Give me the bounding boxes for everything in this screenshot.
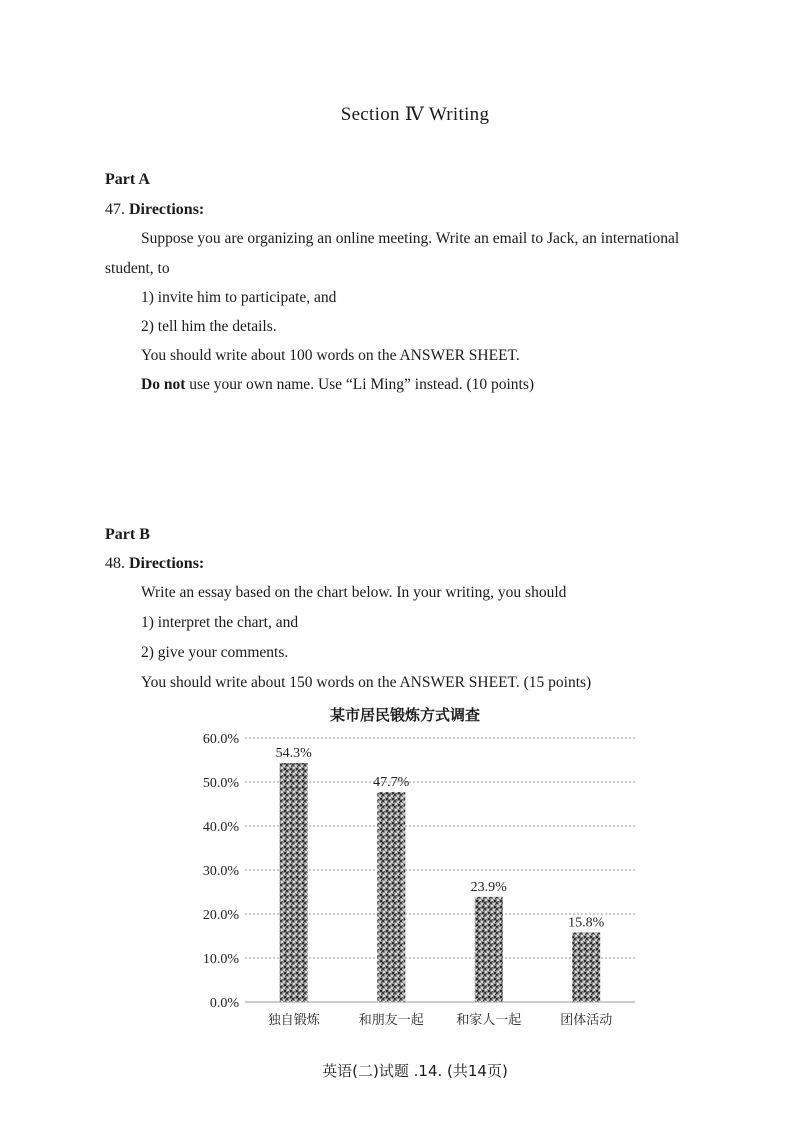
x-tick-label: 和家人一起 (456, 1013, 522, 1028)
directions-label: Directions: (129, 555, 205, 572)
do-not-emphasis: Do not (141, 376, 186, 393)
part-a-line-4: 2) tell him the details. (141, 318, 277, 335)
part-a-line-3: 1) invite him to participate, and (141, 289, 337, 306)
bar (572, 932, 600, 1002)
part-b-line-4: You should write about 150 words on the ANSWER SHEET. (15 points) (141, 674, 592, 691)
bar (475, 897, 503, 1002)
part-b-heading: Part B (105, 526, 150, 543)
bar-value-label: 15.8% (568, 915, 605, 931)
x-tick-label: 和朋友一起 (358, 1013, 424, 1028)
y-tick-label: 50.0% (202, 776, 239, 791)
part-a-line-6 (141, 376, 534, 395)
bar-chart (190, 698, 650, 1038)
bar-value-label: 54.3% (275, 746, 312, 762)
directions-label: Directions: (129, 201, 205, 218)
part-a-directions (105, 201, 204, 219)
x-tick-label: 团体活动 (560, 1013, 613, 1028)
bar-value-label: 23.9% (470, 879, 507, 895)
chart-bars (280, 763, 601, 1002)
y-tick-label: 20.0% (202, 908, 239, 923)
x-axis-ticks (268, 1012, 613, 1028)
part-b-line-1: Write an essay based on the chart below. In your writing, you should (141, 584, 567, 601)
part-a-line-6-rest: use your own name. Use “Li Ming” instead. (10 points) (185, 376, 535, 393)
chart-title: 某市居民锻炼方式调查 (330, 706, 481, 724)
y-tick-label: 0.0% (209, 996, 239, 1011)
x-tick-label: 独自锻炼 (267, 1013, 320, 1028)
section-title: Section Ⅳ Writing (340, 104, 490, 125)
part-b-directions (105, 555, 204, 573)
y-tick-label: 30.0% (202, 864, 239, 879)
page-footer: 英语(二)试题 .14. (共14页) (322, 1062, 508, 1080)
y-axis-ticks (203, 732, 240, 1011)
part-a-line-5: You should write about 100 words on the ANSWER SHEET. (141, 347, 520, 364)
bar-value-label: 47.7% (373, 775, 410, 791)
question-number: 48. (105, 555, 125, 572)
part-a-heading: Part A (105, 171, 150, 188)
y-tick-label: 10.0% (202, 952, 239, 967)
part-b-line-3: 2) give your comments. (141, 644, 289, 661)
part-a-line-1: Suppose you are organizing an online meeting. Write an email to Jack, an international (141, 230, 680, 247)
part-b-line-2: 1) interpret the chart, and (141, 614, 299, 631)
y-tick-label: 40.0% (202, 820, 239, 835)
y-tick-label: 60.0% (202, 732, 239, 747)
question-number: 47. (105, 201, 125, 218)
bar (280, 763, 308, 1002)
part-a-line-2: student, to (105, 260, 170, 277)
data-labels (276, 746, 605, 930)
bar (377, 792, 405, 1002)
